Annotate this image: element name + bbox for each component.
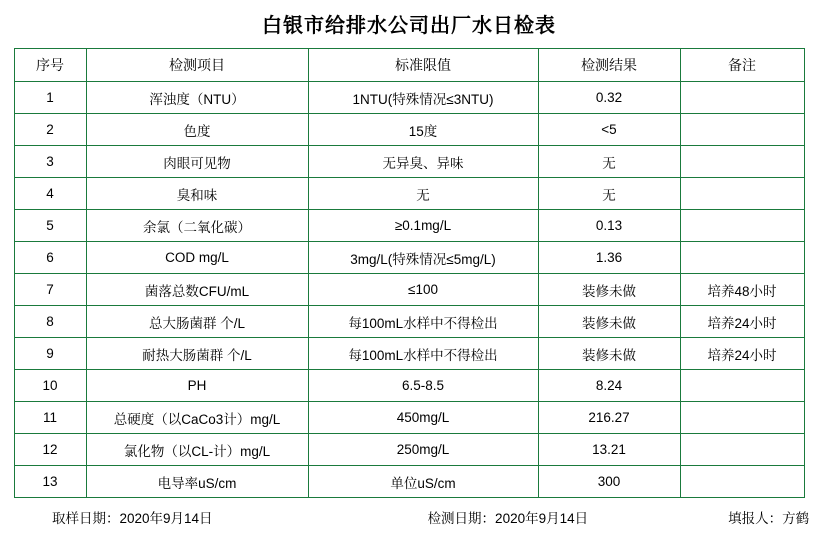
table-row xyxy=(14,466,804,498)
footer xyxy=(14,498,810,527)
page-title: 白银市给排水公司出厂水日检表 xyxy=(262,15,556,37)
cell-item: 菌落总数CFU/mL xyxy=(86,274,308,306)
reporter: 填报人：方鹤 xyxy=(728,511,810,526)
cell-result: 无 xyxy=(538,178,680,210)
column-header-item: 检测项目 xyxy=(86,49,308,82)
cell-no: 9 xyxy=(14,338,86,370)
cell-remark xyxy=(680,370,804,402)
table-row xyxy=(14,370,804,402)
sample-date: 取样日期：2020年9月14日 xyxy=(52,511,213,526)
cell-remark: 培养24小时 xyxy=(680,306,804,338)
cell-limit: 3mg/L(特殊情况≤5mg/L) xyxy=(308,242,538,274)
cell-item: 余氯（二氧化碳） xyxy=(86,210,308,242)
cell-limit: 1NTU(特殊情况≤3NTU) xyxy=(308,82,538,114)
cell-result: 装修未做 xyxy=(538,338,680,370)
cell-result: 装修未做 xyxy=(538,274,680,306)
table-row xyxy=(14,274,804,306)
cell-remark xyxy=(680,402,804,434)
cell-item: COD mg/L xyxy=(86,242,308,274)
cell-limit: 每100mL水样中不得检出 xyxy=(308,338,538,370)
cell-limit: 无 xyxy=(308,178,538,210)
cell-limit: 每100mL水样中不得检出 xyxy=(308,306,538,338)
water-inspection-table xyxy=(14,48,805,498)
cell-remark xyxy=(680,434,804,466)
cell-result: 0.13 xyxy=(538,210,680,242)
test-date: 检测日期：2020年9月14日 xyxy=(427,511,589,526)
table-row xyxy=(14,338,804,370)
table-body xyxy=(14,82,804,498)
cell-item: PH xyxy=(86,370,308,402)
cell-limit: 15度 xyxy=(308,114,538,146)
cell-no: 8 xyxy=(14,306,86,338)
cell-result: 13.21 xyxy=(538,434,680,466)
cell-item: 色度 xyxy=(86,114,308,146)
column-header-limit: 标准限值 xyxy=(308,49,538,82)
cell-no: 1 xyxy=(14,82,86,114)
table-row xyxy=(14,242,804,274)
cell-limit: 无异臭、异味 xyxy=(308,146,538,178)
cell-limit: 单位uS/cm xyxy=(308,466,538,498)
cell-remark: 培养24小时 xyxy=(680,338,804,370)
column-header-result: 检测结果 xyxy=(538,49,680,82)
cell-remark xyxy=(680,242,804,274)
cell-no: 13 xyxy=(14,466,86,498)
cell-no: 10 xyxy=(14,370,86,402)
cell-no: 3 xyxy=(14,146,86,178)
cell-no: 7 xyxy=(14,274,86,306)
cell-limit: 6.5-8.5 xyxy=(308,370,538,402)
cell-no: 11 xyxy=(14,402,86,434)
cell-result: <5 xyxy=(538,114,680,146)
cell-item: 耐热大肠菌群 个/L xyxy=(86,338,308,370)
column-header-remark: 备注 xyxy=(680,49,804,82)
cell-item: 电导率uS/cm xyxy=(86,466,308,498)
cell-result: 无 xyxy=(538,146,680,178)
cell-result: 1.36 xyxy=(538,242,680,274)
cell-result: 300 xyxy=(538,466,680,498)
cell-item: 总硬度（以CaCo3计）mg/L xyxy=(86,402,308,434)
table-row xyxy=(14,178,804,210)
cell-limit: ≤100 xyxy=(308,274,538,306)
cell-remark xyxy=(680,210,804,242)
cell-no: 2 xyxy=(14,114,86,146)
cell-no: 5 xyxy=(14,210,86,242)
column-header-no: 序号 xyxy=(14,49,86,82)
table-row xyxy=(14,306,804,338)
cell-remark xyxy=(680,114,804,146)
cell-item: 肉眼可见物 xyxy=(86,146,308,178)
cell-item: 臭和味 xyxy=(86,178,308,210)
cell-remark xyxy=(680,466,804,498)
cell-result: 装修未做 xyxy=(538,306,680,338)
cell-remark: 培养48小时 xyxy=(680,274,804,306)
cell-remark xyxy=(680,146,804,178)
table-row xyxy=(14,82,804,114)
table-row xyxy=(14,146,804,178)
cell-no: 6 xyxy=(14,242,86,274)
cell-no: 12 xyxy=(14,434,86,466)
cell-result: 0.32 xyxy=(538,82,680,114)
cell-item: 浑浊度（NTU） xyxy=(86,82,308,114)
cell-item: 总大肠菌群 个/L xyxy=(86,306,308,338)
table-header-row xyxy=(14,49,804,82)
cell-remark xyxy=(680,82,804,114)
cell-result: 8.24 xyxy=(538,370,680,402)
cell-limit: ≥0.1mg/L xyxy=(308,210,538,242)
table-row xyxy=(14,114,804,146)
cell-limit: 450mg/L xyxy=(308,402,538,434)
cell-item: 氯化物（以CL-计）mg/L xyxy=(86,434,308,466)
table-row xyxy=(14,434,804,466)
table-row xyxy=(14,402,804,434)
cell-result: 216.27 xyxy=(538,402,680,434)
cell-limit: 250mg/L xyxy=(308,434,538,466)
cell-remark xyxy=(680,178,804,210)
table-row xyxy=(14,210,804,242)
cell-no: 4 xyxy=(14,178,86,210)
